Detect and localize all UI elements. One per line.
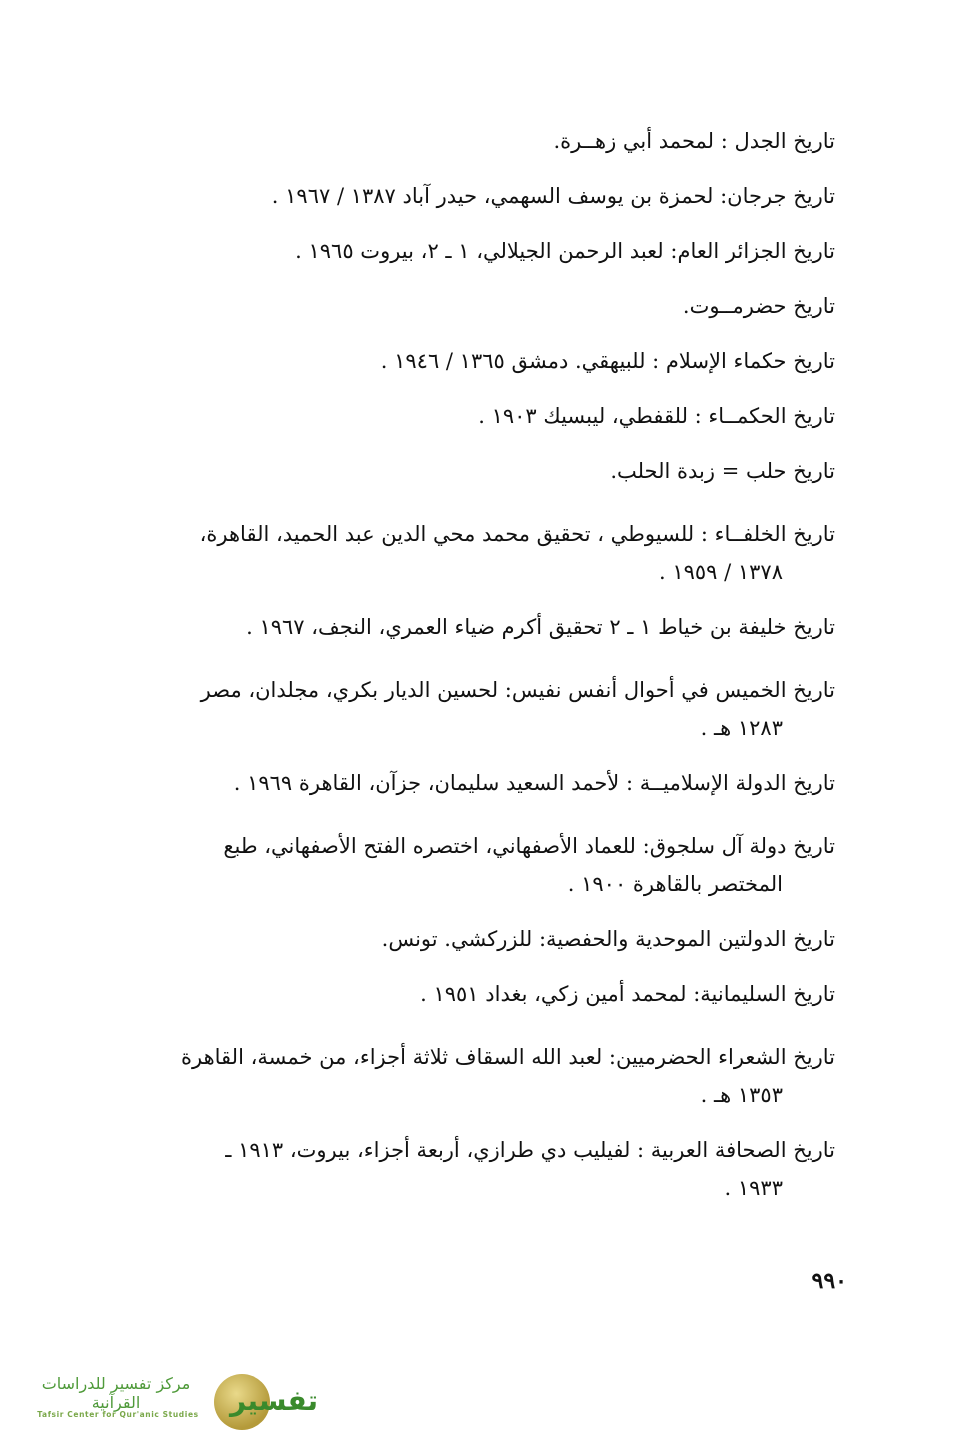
entry-text: تاريخ الدولتين الموحدية والحفصية: للزركشي. تونس.	[381, 927, 835, 951]
entry-text: تاريخ الدولة الإسلاميــة : لأحمد السعيد سليمان، جزآن، القاهرة ١٩٦٩ .	[233, 771, 835, 795]
entry-text: تاريخ الصحافة العربية : لفيليب دي طرازي، أربعة أجزاء، بيروت، ١٩١٣ ـ	[225, 1138, 835, 1162]
bibliography-entry	[80, 1038, 835, 1114]
bibliography-entry	[80, 232, 835, 270]
page-number: ٩٩٠	[811, 1268, 847, 1294]
bibliography-entry	[80, 975, 835, 1013]
bibliography-entry	[80, 452, 835, 490]
bibliography-entry	[80, 515, 835, 591]
entry-text: تاريخ خليفة بن خياط ١ ـ ٢ تحقيق أكرم ضياء العمري، النجف، ١٩٦٧ .	[246, 615, 835, 639]
entry-text: تاريخ الشعراء الحضرميين: لعبد الله السقاف ثلاثة أجزاء، من خمسة، القاهرة	[180, 1045, 835, 1069]
tafsir-center-logo	[14, 1370, 319, 1432]
entry-text: تاريخ الخلفــاء : للسيوطي ، تحقيق محمد محي الدين عبد الحميد، القاهرة،	[199, 522, 835, 546]
entry-text: تاريخ الحكمــاء : للقفطي، ليبسيك ١٩٠٣ .	[478, 404, 835, 428]
entry-continuation: ١٩٣٣ .	[724, 1176, 783, 1200]
entry-text: تاريخ حلب = زبدة الحلب.	[610, 459, 835, 483]
bibliography-entry	[80, 122, 835, 160]
entry-text: تاريخ الجدل : لمحمد أبي زهــرة.	[553, 129, 835, 153]
logo-word: تفسير	[230, 1384, 319, 1417]
bibliography-entry	[80, 671, 835, 747]
entry-text: تاريخ الخميس في أحوال أنفس نفيس: لحسين الديار بكري، مجلدان، مصر	[200, 678, 835, 702]
bibliography-entry	[80, 177, 835, 215]
bibliography-entry	[80, 764, 835, 802]
entry-text: تاريخ حضرمــوت.	[682, 294, 835, 318]
bibliography-list	[80, 122, 835, 1207]
entry-continuation: ١٣٧٨ / ١٩٥٩ .	[658, 560, 783, 584]
entry-text: تاريخ دولة آل سلجوق: للعماد الأصفهاني، اختصره الفتح الأصفهاني، طبع	[223, 834, 835, 858]
entry-text: تاريخ الجزائر العام: لعبد الرحمن الجيلالي، ١ ـ ٢، بيروت ١٩٦٥ .	[295, 239, 835, 263]
entry-continuation: ١٣٥٣ هـ .	[700, 1083, 783, 1107]
entry-text: تاريخ جرجان: لحمزة بن يوسف السهمي، حيدر آباد ١٣٨٧ / ١٩٦٧ .	[271, 184, 835, 208]
bibliography-entry	[80, 287, 835, 325]
bibliography-entry	[80, 920, 835, 958]
entry-continuation: المختصر بالقاهرة ١٩٠٠ .	[567, 872, 783, 896]
bibliography-entry	[80, 608, 835, 646]
entry-continuation: ١٢٨٣ هـ .	[700, 716, 783, 740]
bibliography-entry	[80, 827, 835, 903]
bibliography-entry	[80, 397, 835, 435]
bibliography-entry	[80, 342, 835, 380]
logo-subtitle: Tafsir Center for Qur'anic Studies	[37, 1410, 199, 1419]
logo-title: مركز تفسير للدراسات القرآنية	[41, 1374, 191, 1412]
bibliography-entry	[80, 1131, 835, 1207]
entry-text: تاريخ حكماء الإسلام : للبيهقي. دمشق ١٣٦٥ / ١٩٤٦ .	[380, 349, 835, 373]
entry-text: تاريخ السليمانية: لمحمد أمين زكي، بغداد ١٩٥١ .	[420, 982, 835, 1006]
